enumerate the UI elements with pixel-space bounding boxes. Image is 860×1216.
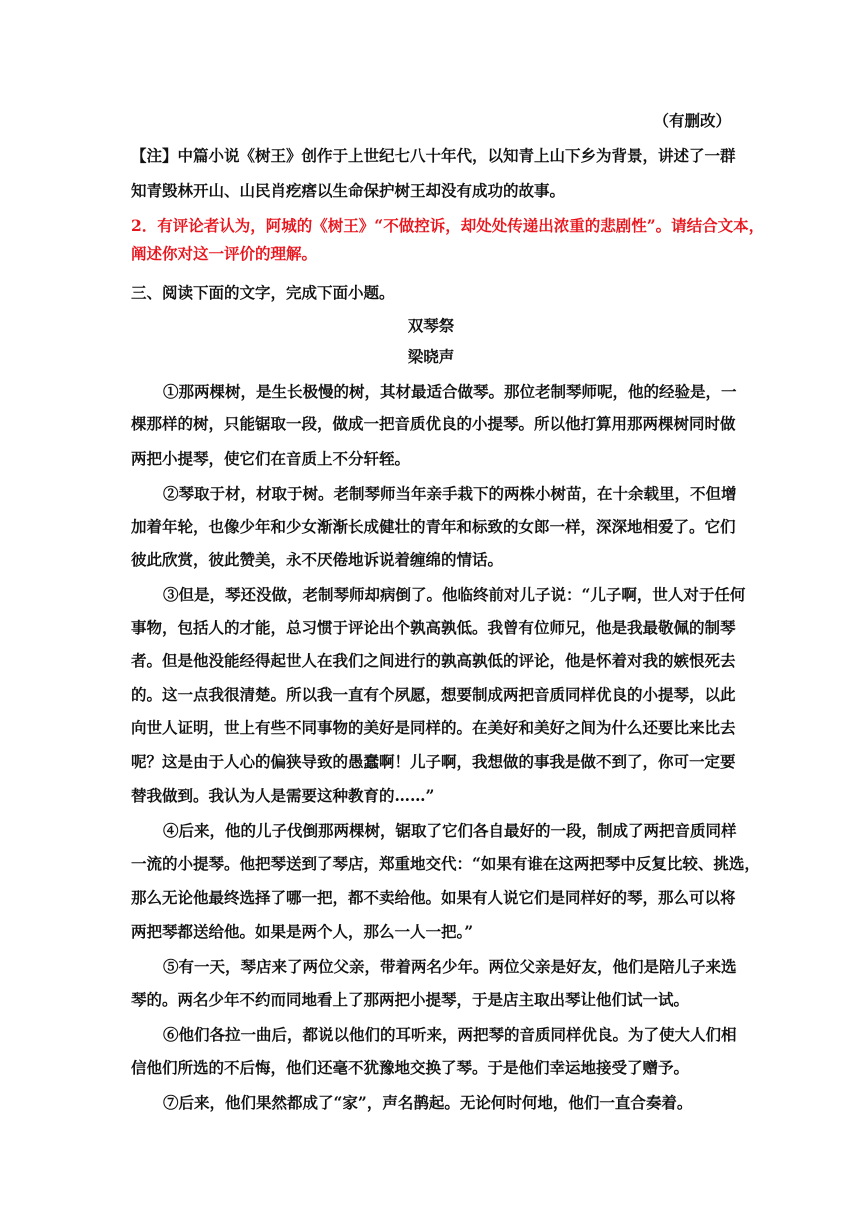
paragraph-6-line-2: 信他们所选的不后悔，他们还毫不犹豫地交换了琴。于是他们幸运地接受了赠予。 (131, 1058, 690, 1077)
paragraph-4-line-2: 一流的小提琴。他把琴送到了琴店，郑重地交代：“如果有谁在这两把琴中反复比较、挑选， (131, 854, 760, 873)
paragraph-3-line-3: 者。但是他没能经得起世人在我们之间进行的孰高孰低的评论，他是怀着对我的嫉恨死去 (131, 651, 736, 670)
paragraph-1-line-3: 两把小提琴，使它们在音质上不分轩轾。 (131, 449, 411, 468)
paragraph-3-line-5: 向世人证明，世上有些不同事物的美好是同样的。在美好和美好之间为什么还要比来比去 (131, 718, 736, 737)
paragraph-6-line-1: ⑥他们各拉一曲后，都说以他们的耳听来，两把琴的音质同样优良。为了使大人们相 (163, 1025, 737, 1044)
paragraph-2-line-2: 加着年轮，也像少年和少女渐渐长成健壮的青年和标致的女郎一样，深深地相爱了。它们 (131, 517, 736, 536)
note-line-1: 【注】中篇小说《树王》创作于上世纪七八十年代，以知青上山下乡为背景，讲述了一群 (131, 146, 736, 165)
paragraph-5-line-2: 琴的。两名少年不约而同地看上了那两把小提琴，于是店主取出琴让他们试一试。 (131, 990, 690, 1009)
paragraph-1-line-1: ①那两棵树，是生长极慢的树，其材最适合做琴。那位老制琴师呢，他的经验是，一 (163, 382, 737, 401)
article-title: 双琴祭 (407, 316, 455, 335)
paragraph-5-line-1: ⑤有一天，琴店来了两位父亲，带着两名少年。两位父亲是好友，他们是陪儿子来选 (163, 957, 737, 976)
question-2-line-1: 2．有评论者认为，阿城的《树王》“不做控诉，却处处传递出浓重的悲剧性”。请结合文本， (131, 216, 765, 235)
source-note: （有删改） (653, 111, 731, 130)
paragraph-1-line-2: 棵那样的树，只能锯取一段，做成一把音质优良的小提琴。所以他打算用那两棵树同时做 (131, 414, 736, 433)
section-3-instruction: 三、阅读下面的文字，完成下面小题。 (131, 283, 395, 302)
paragraph-3-line-2: 事物，包括人的才能，总习惯于评论出个孰高孰低。我曾有位师兄，他是我最敬佩的制琴 (131, 618, 736, 637)
note-line-2: 知青毁林开山、山民肖疙瘩以生命保护树王却没有成功的故事。 (131, 181, 566, 200)
paragraph-4-line-1: ④后来，他的儿子伐倒那两棵树，锯取了它们各自最好的一段，制成了两把音质同样 (163, 821, 737, 840)
paragraph-3-line-6: 呢？这是由于人心的偏狭导致的愚蠢啊！儿子啊，我想做的事我是做不到了，你可一定要 (131, 752, 736, 771)
paragraph-4-line-4: 两把琴都送给他。如果是两个人，那么一人一把。” (131, 922, 474, 941)
paragraph-2-line-1: ②琴取于材，材取于树。老制琴师当年亲手栽下的两株小树苗，在十余载里，不但增 (163, 484, 737, 503)
paragraph-3-line-1: ③但是，琴还没做，老制琴师却病倒了。他临终前对儿子说：“儿子啊，世人对于任何 (163, 585, 746, 604)
paragraph-3-line-4: 的。这一点我很清楚。所以我一直有个夙愿，想要制成两把音质同样优良的小提琴，以此 (131, 685, 736, 704)
question-2-line-2: 阐述你对这一评价的理解。 (131, 244, 318, 263)
paragraph-4-line-3: 那么无论他最终选择了哪一把，都不卖给他。如果有人说它们是同样好的琴，那么可以将 (131, 888, 736, 907)
paragraph-3-line-7: 替我做到。我认为人是需要这种教育的……” (131, 786, 435, 805)
paragraph-2-line-3: 彼此欣赏，彼此赞美，永不厌倦地诉说着缠绵的情话。 (131, 550, 504, 569)
article-author: 梁晓声 (407, 347, 455, 366)
paragraph-7-line-1: ⑦后来，他们果然都成了“家”，声名鹊起。无论何时何地，他们一直合奏着。 (163, 1093, 693, 1112)
